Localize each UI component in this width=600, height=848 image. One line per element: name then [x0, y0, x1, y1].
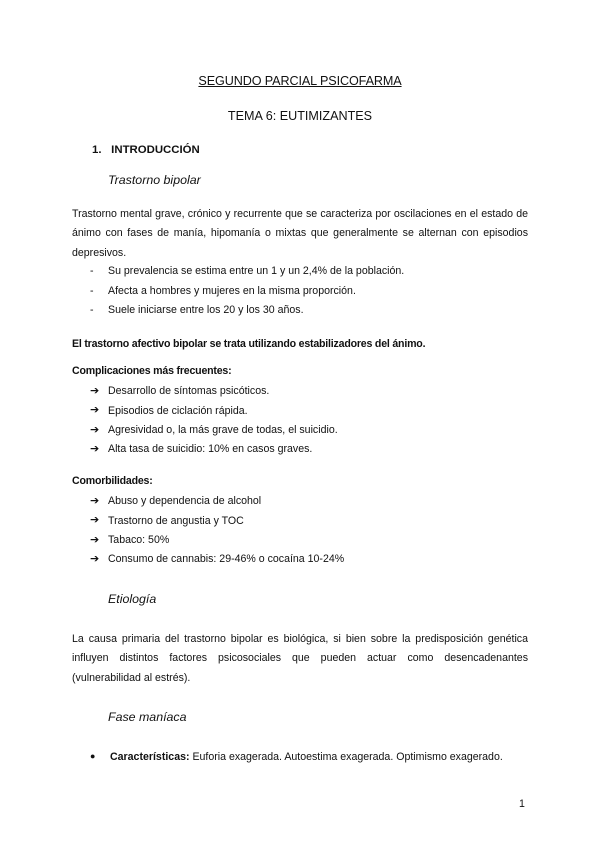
treatment-note: El trastorno afectivo bipolar se trata utilizando estabilizadores del ánimo. [72, 338, 426, 350]
list-item [90, 550, 344, 569]
arrow-right-icon: ➔ [90, 514, 100, 527]
arrow-right-icon: ➔ [90, 494, 100, 507]
list-item-text: Abuso y dependencia de alcohol [108, 495, 262, 508]
list-item-text: Afecta a hombres y mujeres en la misma proporción. [108, 284, 356, 297]
list-item [90, 421, 338, 440]
subheading-fase-maniaca: Fase maníaca [108, 710, 187, 724]
arrow-right-icon: ➔ [90, 553, 100, 566]
comorbilidades-list [90, 492, 344, 570]
caracteristicas-label: Características: [110, 751, 190, 763]
list-item [90, 281, 404, 300]
document-title: SEGUNDO PARCIAL PSICOFARMA [198, 74, 402, 88]
list-item-text: Agresividad o, la más grave de todas, el suicidio. [108, 423, 338, 436]
list-item [90, 511, 344, 530]
list-item-text: Suele iniciarse entre los 20 y los 30 años. [108, 303, 304, 316]
list-item [90, 750, 503, 765]
paragraph-etiologia: La causa primaria del trastorno bipolar es biológica, si bien sobre la predisposición genética influyen distintos factores psicosociales que pueden actuar como desencadenantes (vulnerabilidad al estrés). [72, 633, 528, 684]
list-item [90, 382, 338, 401]
section-title: INTRODUCCIÓN [111, 144, 200, 156]
subheading-trastorno-bipolar: Trastorno bipolar [108, 173, 201, 187]
list-item-text: Desarrollo de síntomas psicóticos. [108, 385, 270, 398]
arrow-right-icon: ➔ [90, 533, 100, 546]
list-item-text: Episodios de ciclación rápida. [108, 404, 248, 417]
dash-icon: - [90, 284, 94, 297]
list-item-text: Tabaco: 50% [108, 533, 170, 546]
bullet-icon: ● [90, 751, 96, 761]
list-item [90, 401, 338, 420]
list-item [90, 440, 338, 459]
section-number: 1. [92, 144, 102, 156]
list-item-text: Su prevalencia se estima entre un 1 y un 2,4% de la población. [108, 265, 405, 278]
arrow-right-icon: ➔ [90, 384, 100, 397]
page-number: 1 [519, 798, 525, 810]
dash-icon: - [90, 265, 94, 278]
dash-icon: - [90, 303, 94, 316]
list-item-text: Consumo de cannabis: 29-46% o cocaína 10-24% [108, 553, 345, 566]
arrow-right-icon: ➔ [90, 443, 100, 456]
list-item [90, 301, 404, 320]
list-item [90, 262, 404, 281]
caracteristicas-text: Euforia exagerada. Autoestima exagerada. Optimismo exagerado. [189, 751, 503, 763]
complicaciones-label: Complicaciones más frecuentes: [72, 365, 232, 377]
list-item-text: Alta tasa de suicidio: 10% en casos graves. [108, 443, 313, 456]
list-item-text: Trastorno de angustia y TOC [108, 514, 244, 527]
list-item [90, 531, 344, 550]
comorbilidades-label: Comorbilidades: [72, 475, 153, 487]
list-item [90, 492, 344, 511]
subheading-etiologia: Etiología [108, 592, 157, 606]
document-subtitle: TEMA 6: EUTIMIZANTES [227, 109, 373, 123]
arrow-right-icon: ➔ [90, 423, 100, 436]
paragraph-definition: Trastorno mental grave, crónico y recurrente que se caracteriza por oscilaciones en el estado de ánimo con fases de manía, hipomanía o mixtas que generalmente se alternan con episodios depresivos. [72, 208, 528, 259]
complicaciones-list [90, 382, 338, 460]
section-heading [92, 142, 200, 158]
arrow-right-icon: ➔ [90, 404, 100, 417]
facts-list [90, 262, 404, 320]
